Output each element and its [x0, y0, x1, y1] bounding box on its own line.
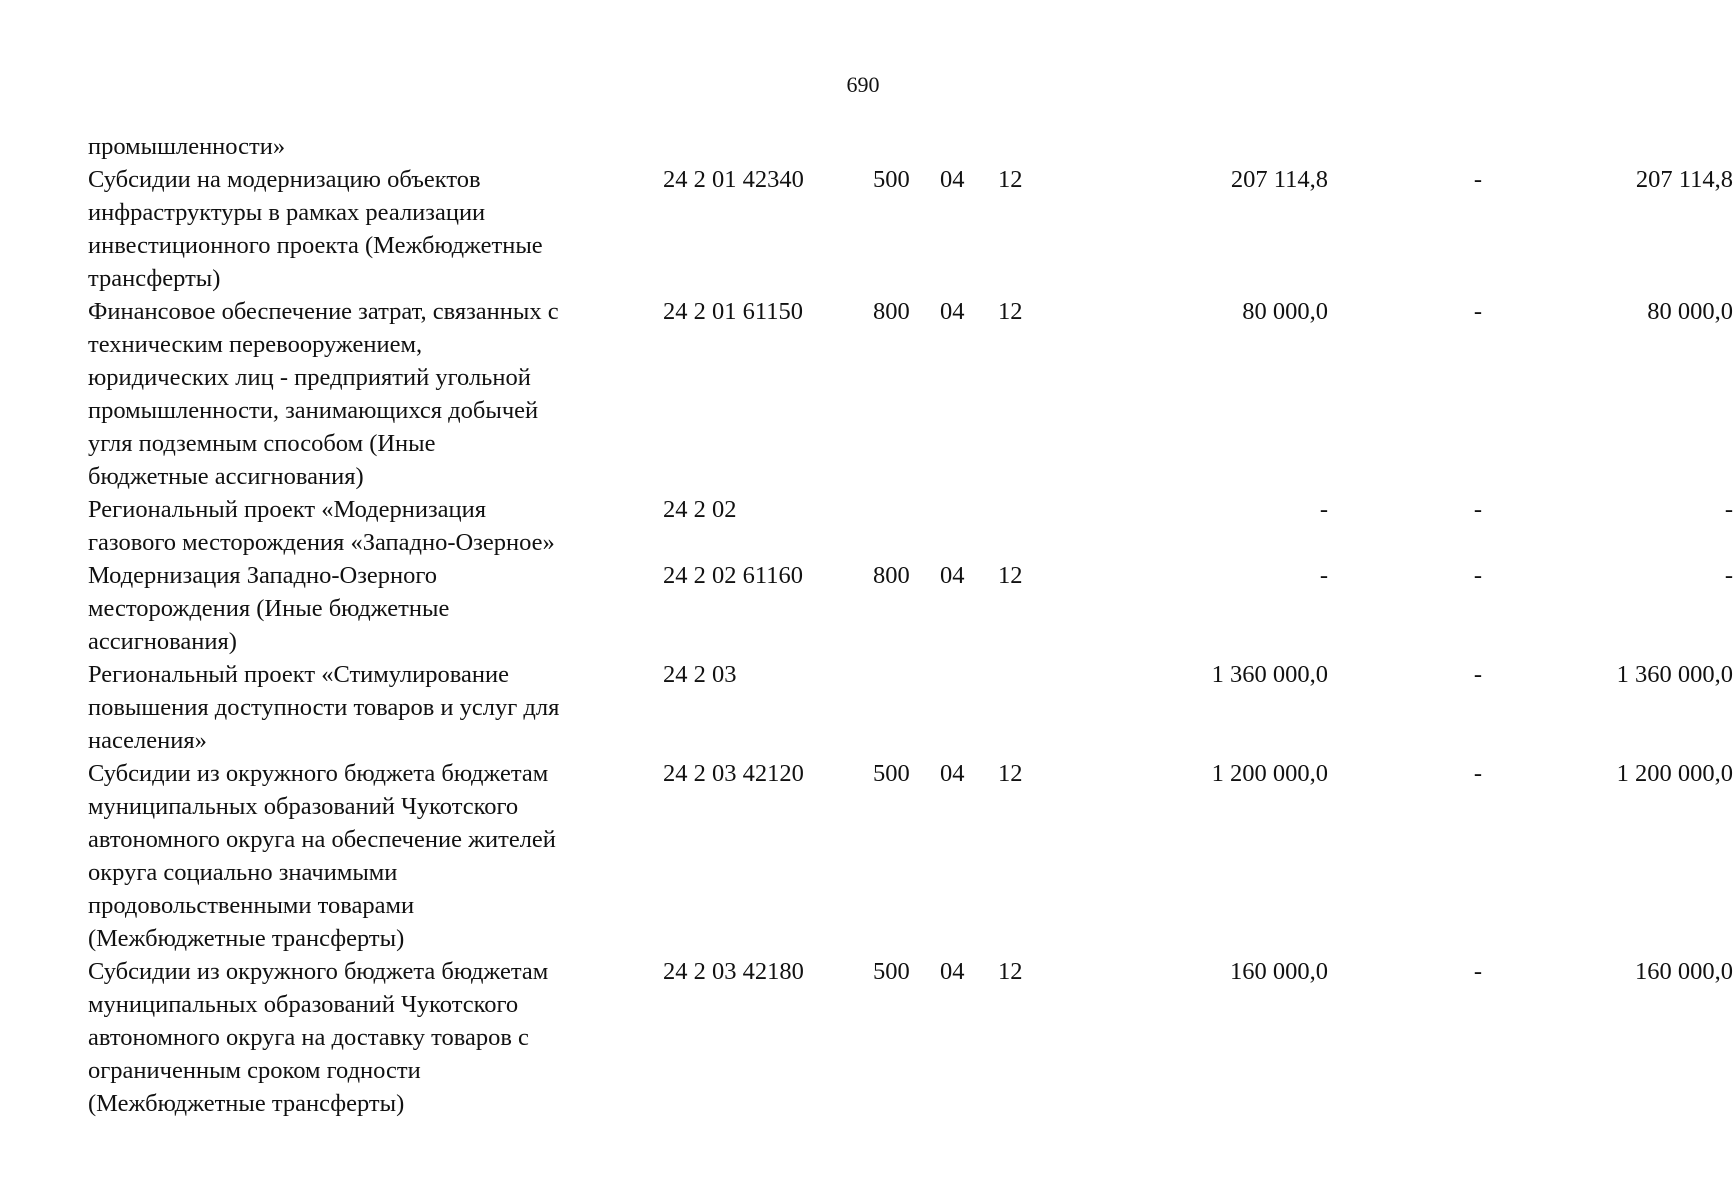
item-name-cell	[88, 493, 648, 559]
table-row	[88, 163, 1733, 295]
item-name-line: месторождения (Иные бюджетные	[88, 595, 450, 622]
item-name-line: ассигнования)	[88, 628, 237, 655]
amount-2-cell: -	[1473, 496, 1482, 523]
target-code-cell: 24 2 02 61160	[663, 562, 803, 589]
amount-1-cell: 1 200 000,0	[1211, 760, 1328, 787]
amount-1-cell: 1 360 000,0	[1211, 661, 1328, 688]
item-name-line: Региональный проект «Модернизация	[88, 496, 487, 523]
budget-table	[88, 130, 1733, 1120]
item-name-cell	[88, 130, 648, 163]
amount-3-cell: 160 000,0	[1635, 958, 1733, 985]
item-name-line: Субсидии на модернизацию объектов	[88, 166, 481, 193]
expense-type-cell: 500	[873, 760, 910, 787]
item-name-line: округа социально значимыми	[88, 859, 398, 886]
table-row	[88, 295, 1733, 493]
subsection-cell: 12	[998, 298, 1023, 325]
subsection-cell: 12	[998, 760, 1023, 787]
target-code-cell: 24 2 03	[663, 661, 737, 688]
target-code-cell: 24 2 02	[663, 496, 737, 523]
item-name-line: промышленности, занимающихся добычей	[88, 397, 539, 424]
section-cell: 04	[940, 562, 965, 589]
amount-2-cell: -	[1473, 958, 1482, 985]
item-name-line: трансферты)	[88, 265, 221, 292]
target-code-cell: 24 2 03 42180	[663, 958, 804, 985]
subsection-cell: 12	[998, 166, 1023, 193]
amount-1-cell: -	[1319, 496, 1328, 523]
section-cell: 04	[940, 958, 965, 985]
expense-type-cell: 500	[873, 166, 910, 193]
amount-2-cell: -	[1473, 760, 1482, 787]
item-name-line: юридических лиц - предприятий угольной	[88, 364, 531, 391]
item-name-line: муниципальных образований Чукотского	[88, 991, 519, 1018]
item-name-line: Субсидии из окружного бюджета бюджетам	[88, 958, 549, 985]
expense-type-cell: 800	[873, 298, 910, 325]
amount-1-cell: 160 000,0	[1230, 958, 1328, 985]
table-row	[88, 493, 1733, 559]
item-name-line: (Межбюджетные трансферты)	[88, 1090, 405, 1117]
item-name-cell	[88, 955, 648, 1120]
amount-2-cell: -	[1473, 166, 1482, 193]
item-name-cell	[88, 163, 648, 295]
amount-3-cell: 80 000,0	[1647, 298, 1733, 325]
subsection-cell: 12	[998, 958, 1023, 985]
item-name-line: продовольственными товарами	[88, 892, 415, 919]
expense-type-cell: 800	[873, 562, 910, 589]
expense-type-cell: 500	[873, 958, 910, 985]
item-name-line: населения»	[88, 727, 207, 754]
item-name-line: бюджетные ассигнования)	[88, 463, 364, 490]
item-name-line: (Межбюджетные трансферты)	[88, 925, 405, 952]
amount-3-cell: -	[1724, 562, 1733, 589]
item-name-line: муниципальных образований Чукотского	[88, 793, 519, 820]
amount-1-cell: 207 114,8	[1230, 166, 1328, 193]
table-row	[88, 559, 1733, 658]
target-code-cell: 24 2 03 42120	[663, 760, 804, 787]
amount-1-cell: -	[1319, 562, 1328, 589]
section-cell: 04	[940, 298, 965, 325]
amount-3-cell: -	[1724, 496, 1733, 523]
table-row	[88, 955, 1733, 1120]
item-name-line: Модернизация Западно-Озерного	[88, 562, 438, 589]
item-name-line: промышленности»	[88, 133, 286, 160]
item-name-line: техническим перевооружением,	[88, 331, 423, 358]
amount-3-cell: 1 200 000,0	[1616, 760, 1733, 787]
item-name-line: инвестиционного проекта (Межбюджетные	[88, 232, 543, 259]
item-name-line: повышения доступности товаров и услуг для	[88, 694, 560, 721]
item-name-line: угля подземным способом (Иные	[88, 430, 436, 457]
page-number: 690	[846, 72, 880, 97]
amount-2-cell: -	[1473, 298, 1482, 325]
amount-3-cell: 207 114,8	[1635, 166, 1733, 193]
item-name-line: Субсидии из окружного бюджета бюджетам	[88, 760, 549, 787]
amount-1-cell: 80 000,0	[1242, 298, 1328, 325]
table-row	[88, 658, 1733, 757]
item-name-cell	[88, 757, 648, 955]
target-code-cell: 24 2 01 61150	[663, 298, 803, 325]
amount-3-cell: 1 360 000,0	[1616, 661, 1733, 688]
item-name-line: Региональный проект «Стимулирование	[88, 661, 510, 688]
item-name-line: автономного округа на обеспечение жителей	[88, 826, 556, 853]
item-name-cell	[88, 559, 648, 658]
amount-2-cell: -	[1473, 562, 1482, 589]
item-name-cell	[88, 295, 648, 493]
section-cell: 04	[940, 760, 965, 787]
item-name-line: Финансовое обеспечение затрат, связанных с	[88, 298, 559, 325]
section-cell: 04	[940, 166, 965, 193]
table-row	[88, 757, 1733, 955]
subsection-cell: 12	[998, 562, 1023, 589]
item-name-line: автономного округа на доставку товаров с	[88, 1024, 529, 1051]
target-code-cell: 24 2 01 42340	[663, 166, 804, 193]
item-name-line: ограниченным сроком годности	[88, 1057, 421, 1084]
item-name-line: газового месторождения «Западно-Озерное»	[88, 529, 555, 556]
item-name-line: инфраструктуры в рамках реализации	[88, 199, 486, 226]
item-name-cell	[88, 658, 648, 757]
amount-2-cell: -	[1473, 661, 1482, 688]
table-row	[88, 130, 1628, 163]
